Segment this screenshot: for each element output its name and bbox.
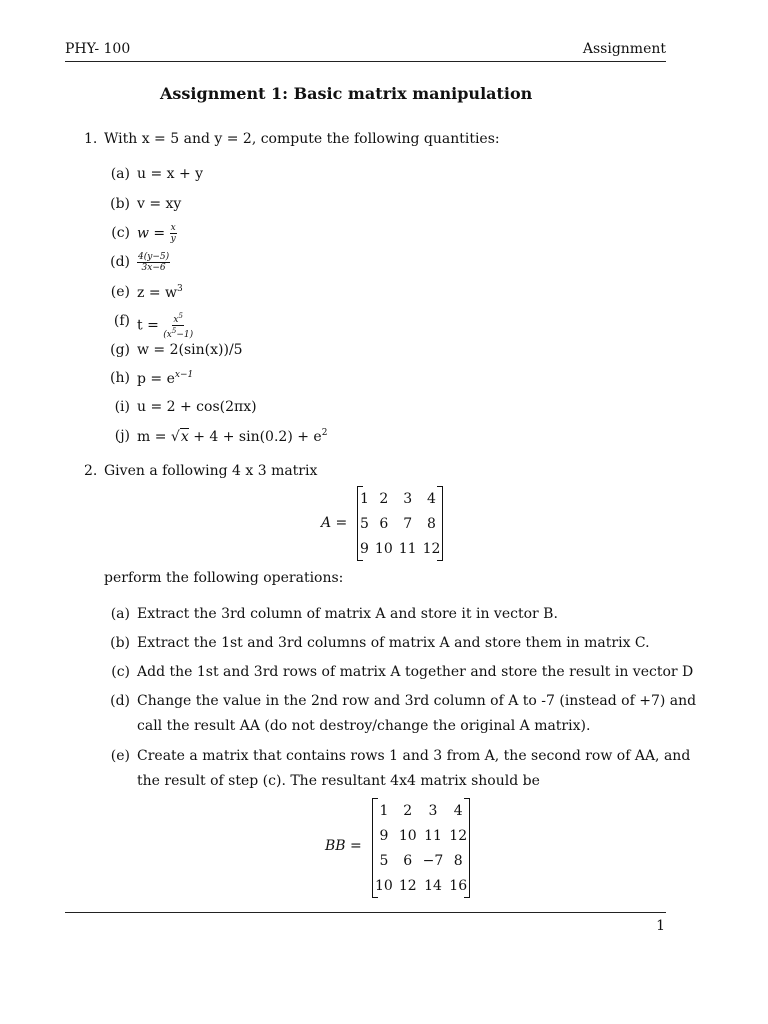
matrix-cell: −7 <box>422 852 444 869</box>
matrix-row <box>357 486 443 511</box>
matrix-cell: 12 <box>449 827 468 844</box>
q1-item-a: u = x + y <box>137 166 204 182</box>
header-course: PHY- 100 <box>65 41 131 57</box>
matrix-cell: 10 <box>375 877 393 894</box>
q1-item-d-label: (d) <box>110 254 130 270</box>
matrix-cell: 11 <box>424 827 442 844</box>
matrix-cell: 4 <box>453 802 463 819</box>
q2-item-e-line2: the result of step (c). The resultant 4x4 matrix should be <box>137 773 540 789</box>
matrix-cell: 7 <box>403 515 413 532</box>
q2-intro: Given a following 4 x 3 matrix <box>104 463 318 479</box>
q2-item-b: Extract the 1st and 3rd columns of matrix A and store them in matrix C. <box>137 635 650 651</box>
matrix-cell: 8 <box>427 515 436 532</box>
matrix-cell: 3 <box>403 490 413 507</box>
matrix-cell: 12 <box>422 540 441 557</box>
matrix-cell: 6 <box>403 852 413 869</box>
q1-item-i: u = 2 + cos(2πx) <box>137 399 257 415</box>
q2-item-b-label: (b) <box>110 635 130 651</box>
sqrt-icon: √ <box>170 429 180 445</box>
matrix-cell: 2 <box>379 490 389 507</box>
q1-item-b: v = xy <box>137 196 182 212</box>
q1-item-c-label: (c) <box>111 225 130 241</box>
matrix-row <box>372 873 470 898</box>
matrix-cell: 11 <box>398 540 417 557</box>
left-bracket <box>372 798 378 898</box>
matrix-cell: 8 <box>453 852 463 869</box>
q1-item-h: $p = e^{x-1}$ <box>137 370 194 387</box>
q1-number: 1. <box>84 131 98 147</box>
matrix-cell: 9 <box>379 827 389 844</box>
q2-item-e-label: (e) <box>110 748 130 764</box>
q1-item-a-label: (a) <box>110 166 130 182</box>
left-bracket <box>357 486 363 561</box>
q1-item-g-label: (g) <box>110 342 130 358</box>
q2-item-a: Extract the 3rd column of matrix A and store it in vector B. <box>137 606 558 622</box>
q1-item-e-label: (e) <box>110 284 130 300</box>
matrix-cell: 14 <box>424 877 442 894</box>
fraction: $\frac{x}{y}$ <box>170 223 176 244</box>
header-doc-type: Assignment <box>582 41 666 57</box>
matrix-cell: 1 <box>379 802 389 819</box>
matrix-cell: 16 <box>449 877 468 894</box>
q1-item-b-label: (b) <box>110 196 130 212</box>
q1-item-j: $m = √x + 4 + \sin(0.2) + e^2$ <box>137 428 328 445</box>
matrix-row <box>357 536 443 561</box>
matrix-cell: 5 <box>360 515 369 532</box>
matrix-cell: 10 <box>374 540 393 557</box>
right-bracket <box>437 486 443 561</box>
q1-item-f-label: (f) <box>113 313 130 329</box>
matrix-bb <box>372 798 470 898</box>
q1-item-e: $z = w^3$ <box>137 284 183 301</box>
q2-item-d-line2: call the result AA (do not destroy/change the original A matrix). <box>137 718 591 734</box>
matrix-row <box>372 848 470 873</box>
q2-item-c-label: (c) <box>111 664 130 680</box>
q1-item-h-label: (h) <box>110 370 130 386</box>
matrix-cell: 12 <box>398 877 417 894</box>
q1-item-c: w = $\frac{x}{y}$ <box>137 223 176 244</box>
matrix-cell: 3 <box>428 802 438 819</box>
q2-item-a-label: (a) <box>110 606 130 622</box>
matrix-cell: 9 <box>360 540 369 557</box>
matrix-bb-label: BB = <box>325 838 362 854</box>
q1-item-j-label: (j) <box>114 428 130 444</box>
matrix-a <box>357 486 443 561</box>
matrix-a-label: A = <box>321 515 348 531</box>
matrix-cell: 2 <box>403 802 413 819</box>
q2-item-d-label: (d) <box>110 693 130 709</box>
matrix-cell: 6 <box>379 515 389 532</box>
right-bracket <box>464 798 470 898</box>
matrix-row <box>372 823 470 848</box>
q2-number: 2. <box>84 463 98 479</box>
q2-perform: perform the following operations: <box>104 570 344 586</box>
footer-rule <box>65 912 666 913</box>
q2-item-d-line1: Change the value in the 2nd row and 3rd column of A to -7 (instead of +7) and <box>137 693 697 709</box>
page-number: 1 <box>656 918 665 934</box>
matrix-cell: 5 <box>379 852 389 869</box>
matrix-row <box>372 798 470 823</box>
q1-item-g: w = 2(sin(x))/5 <box>137 342 243 358</box>
q1-item-d <box>137 252 170 273</box>
q2-item-e-line1: Create a matrix that contains rows 1 and 3 from A, the second row of AA, and <box>137 748 691 764</box>
q1-item-f: t = $\frac{x^5}{(x^5-1)}$ <box>137 312 194 340</box>
matrix-cell: 1 <box>360 490 369 507</box>
fraction: $\frac{4(y-5)}{3x-6}$ <box>138 252 170 273</box>
matrix-cell: 10 <box>398 827 417 844</box>
q1-item-i-label: (i) <box>114 399 130 415</box>
q2-item-c: Add the 1st and 3rd rows of matrix A together and store the result in vector D <box>137 664 694 680</box>
page-title: Assignment 1: Basic matrix manipulation <box>160 84 533 103</box>
q1-intro: With x = 5 and y = 2, compute the following quantities: <box>104 131 500 147</box>
header-rule <box>65 61 666 62</box>
matrix-cell: 4 <box>427 490 436 507</box>
matrix-row <box>357 511 443 536</box>
fraction: $\frac{x^5}{(x^5-1)}$ <box>163 312 194 340</box>
